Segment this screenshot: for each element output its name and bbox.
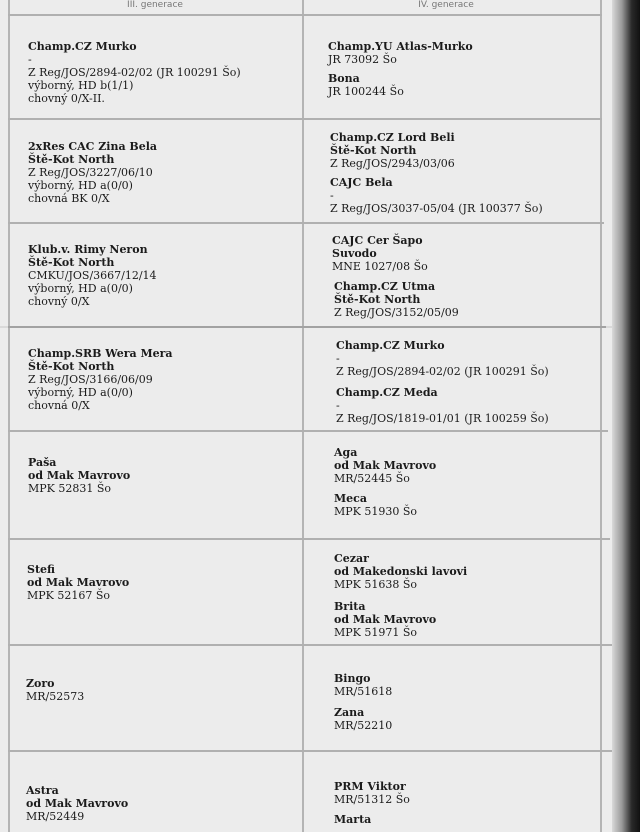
dog-name: Champ.CZ Murko (336, 339, 445, 352)
registration-number: MR/52445 Šo (334, 472, 410, 485)
kennel-line: - (28, 53, 32, 66)
gen3-entry (28, 456, 130, 495)
rating: výborný, HD a(0/0) (28, 386, 133, 399)
registration-number: JR 100244 Šo (328, 85, 404, 98)
registration-number: Z Reg/JOS/3037-05/04 (JR 100377 Šo) (330, 202, 543, 215)
dog-name: Bingo (334, 672, 371, 685)
kennel-line: od Mak Mavrovo (334, 613, 437, 626)
registration-number: JR 73092 Šo (328, 53, 397, 66)
rating: výborný, HD b(1/1) (28, 79, 134, 92)
gen4-dam-entry (334, 492, 417, 518)
registration-number: Z Reg/JOS/2894-02/02 (JR 100291 Šo) (336, 365, 549, 378)
gen4-sire-entry (328, 40, 473, 66)
registration-number: Z Reg/JOS/2943/03/06 (330, 157, 455, 170)
breeding-status: chovná BK 0/X (28, 192, 110, 205)
dog-name: Meca (334, 492, 367, 505)
dog-name: Zoro (26, 677, 55, 690)
kennel-line: - (336, 352, 340, 365)
kennel-line: Ště-Kot North (28, 153, 115, 166)
kennel-line: od Mak Mavrovo (26, 797, 129, 810)
registration-number: MPK 51930 Šo (334, 505, 418, 518)
registration-number: MR/51312 Šo (334, 793, 410, 806)
dog-name: Bona (328, 72, 360, 85)
gen4-sire-entry (334, 672, 392, 698)
gen4-sire-entry (330, 131, 455, 170)
registration-number: MPK 51971 Šo (334, 626, 418, 639)
registration-number: MR/52449 (26, 810, 85, 823)
registration-number: CMKU/JOS/3667/12/14 (28, 269, 157, 282)
dog-name: Marta (334, 813, 372, 826)
column-divider-right (600, 0, 602, 832)
dog-name: Cezar (334, 552, 369, 565)
gen4-sire-entry (332, 234, 428, 273)
registration-number: Z Reg/JOS/3227/06/10 (28, 166, 153, 179)
kennel-line: od Mak Mavrovo (28, 469, 131, 482)
breeding-status: chovný 0/X (28, 295, 90, 308)
background-edge (612, 0, 640, 832)
gen4-dam-entry (330, 176, 543, 215)
dog-name: Paša (28, 456, 57, 469)
gen4-dam-entry (334, 280, 459, 319)
column-divider-middle (302, 0, 304, 832)
row-divider (8, 430, 608, 432)
kennel-line: od Makedonski lavovi (334, 565, 468, 578)
gen4-sire-entry (334, 446, 436, 485)
row-divider (8, 644, 612, 646)
row-divider (8, 118, 602, 120)
rating: výborný, HD a(0/0) (28, 179, 133, 192)
paper-fold (0, 326, 624, 328)
gen4-dam-entry (328, 72, 404, 98)
column-divider-left (8, 0, 10, 832)
kennel-line: od Mak Mavrovo (334, 459, 437, 472)
dog-name: Champ.CZ Utma (334, 280, 436, 293)
gen3-entry (28, 140, 157, 205)
dog-name: Champ.YU Atlas-Murko (328, 40, 473, 53)
dog-name: Champ.SRB Wera Mera (28, 347, 173, 360)
registration-number: MPK 52167 Šo (27, 589, 111, 602)
gen4-dam-entry (334, 706, 392, 732)
header-gen4: IV. generace (418, 0, 474, 10)
kennel-line: Ště-Kot North (334, 293, 421, 306)
gen3-entry (27, 563, 129, 602)
kennel-line: Suvodo (332, 247, 377, 260)
dog-name: Champ.CZ Murko (28, 40, 137, 53)
dog-name: Aga (334, 446, 358, 459)
registration-number: MR/52573 (26, 690, 85, 703)
kennel-line: od Mak Mavrovo (27, 576, 130, 589)
dog-name: Champ.CZ Meda (336, 386, 438, 399)
registration-number: Z Reg/JOS/3152/05/09 (334, 306, 459, 319)
registration-number: MR/52210 (334, 719, 393, 732)
gen4-dam-entry (336, 386, 549, 425)
gen3-entry (28, 243, 157, 308)
row-divider (8, 538, 610, 540)
registration-number: Z Reg/JOS/3166/06/09 (28, 373, 153, 386)
breeding-status: chovný 0/X-II. (28, 92, 105, 105)
registration-number: MPK 51638 Šo (334, 578, 418, 591)
dog-name: CAJC Bela (330, 176, 393, 189)
kennel-line: - (336, 399, 340, 412)
gen3-entry (26, 677, 84, 703)
gen4-sire-entry (336, 339, 549, 378)
dog-name: CAJC Cer Šapo (332, 234, 423, 247)
registration-number: Z Reg/JOS/2894-02/02 (JR 100291 Šo) (28, 66, 241, 79)
kennel-line: - (330, 189, 334, 202)
registration-number: MNE 1027/08 Šo (332, 260, 428, 273)
header-divider (8, 14, 602, 16)
gen4-sire-entry (334, 780, 410, 806)
kennel-line: Ště-Kot North (28, 360, 115, 373)
gen3-entry (28, 40, 241, 105)
dog-name: PRM Viktor (334, 780, 406, 793)
gen4-dam-entry (334, 600, 436, 639)
dog-name: Champ.CZ Lord Beli (330, 131, 455, 144)
kennel-line: Ště-Kot North (28, 256, 115, 269)
rating: výborný, HD a(0/0) (28, 282, 133, 295)
registration-number: MPK 52831 Šo (28, 482, 112, 495)
row-divider (8, 750, 612, 752)
header-gen3: III. generace (127, 0, 183, 10)
gen3-entry (26, 784, 128, 823)
kennel-line: Ště-Kot North (330, 144, 417, 157)
gen4-sire-entry (334, 552, 467, 591)
registration-number: Z Reg/JOS/1819-01/01 (JR 100259 Šo) (336, 412, 549, 425)
dog-name: Brita (334, 600, 366, 613)
dog-name: Zana (334, 706, 365, 719)
dog-name: 2xRes CAC Zina Bela (28, 140, 158, 153)
gen3-entry (28, 347, 173, 412)
dog-name: Klub.v. Rimy Neron (28, 243, 148, 256)
breeding-status: chovná 0/X (28, 399, 90, 412)
registration-number: MR/51618 (334, 685, 393, 698)
gen4-dam-entry (334, 813, 371, 826)
dog-name: Stefi (27, 563, 56, 576)
row-divider (8, 222, 604, 224)
dog-name: Astra (26, 784, 59, 797)
